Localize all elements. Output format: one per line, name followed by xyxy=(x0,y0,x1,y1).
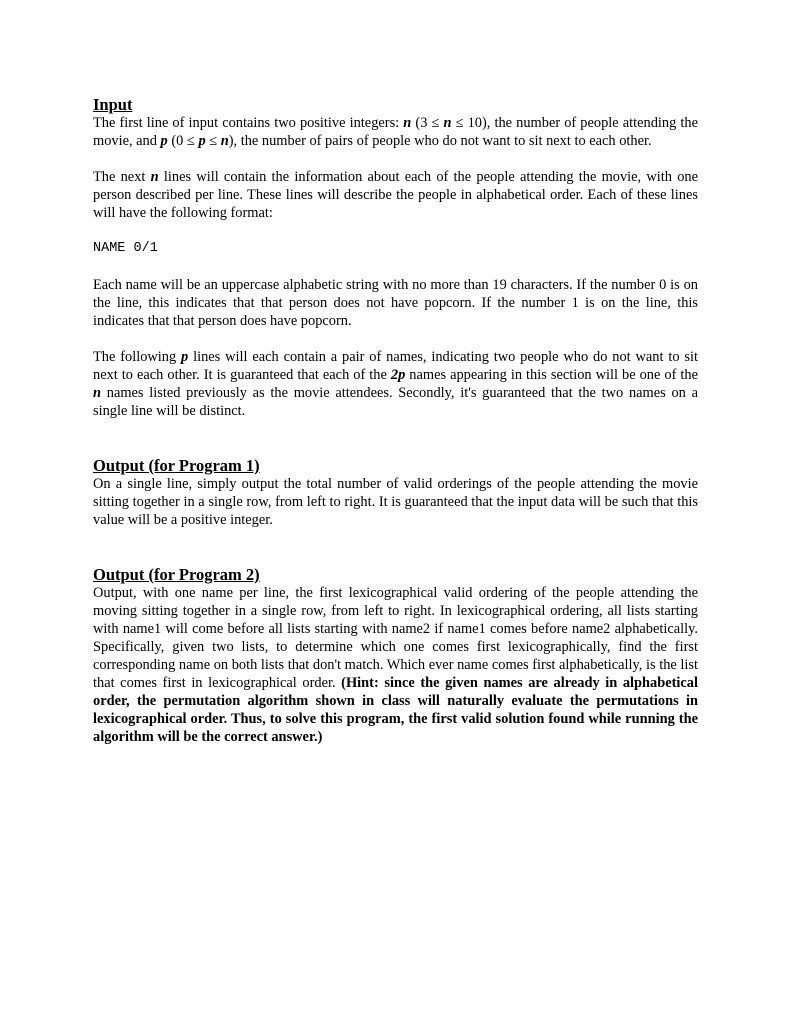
input-paragraph-4: The following p lines will each contain a pair of names, indicating two people who do not want to sit next to each other. It is guaranteed that each of the 2p names appearing in this section will be one of the n names listed previously as the movie attendees. Secondly, it's guaranteed that the two names on a single line will be distinct. xyxy=(93,349,698,419)
output1-heading: Output (for Program 1) xyxy=(93,456,260,475)
output1-paragraph: On a single line, simply output the total number of valid orderings of the people attending the movie sitting together in a single row, from left to right. It is guaranteed that the input data will be such that this value will be a positive integer. xyxy=(93,476,698,528)
output2-heading: Output (for Program 2) xyxy=(93,565,260,584)
input-paragraph-3: Each name will be an uppercase alphabetic string with no more than 19 characters. If the number 0 is on the line, this indicates that that person does not have popcorn. If the number 1 is on the line, this indicates that that person does have popcorn. xyxy=(93,277,698,329)
input-heading: Input xyxy=(93,95,133,114)
input-paragraph-2: The next n lines will contain the information about each of the people attending the movie, with one person described per line. These lines will describe the people in alphabetical order. Each of these lines will have the following format: xyxy=(93,169,698,221)
input-format-line: NAME 0/1 xyxy=(93,241,158,256)
output2-paragraph: Output, with one name per line, the first lexicographical valid ordering of the people attending the moving sitting together in a single row, from left to right. In lexicographical ordering, all lists starting with name1 will come before all lists starting with name2 if name1 comes before name2 alphabetically. Specifically, given two lists, to determine which one comes first lexicographically, find the first corresponding name on both lists that don't match. Which ever name comes first alphabetically, is the list that comes first in lexicographical order. (Hint: since the given names are already in alphabetical order, the permutation algorithm shown in class will naturally evaluate the permutations in lexicographical order. Thus, to solve this program, the first valid solution found while running the algorithm will be the correct answer.) xyxy=(93,585,698,745)
hint-text: (Hint: since the given names are already in alphabetical order, the permutation algorithm shown in class will naturally evaluate the permutations in lexicographical order. Thus, to solve this program, the first valid solution found while running the algorithm will be the correct answer.) xyxy=(93,675,698,745)
document-page xyxy=(93,95,698,746)
input-paragraph-1: The first line of input contains two positive integers: n (3 ≤ n ≤ 10), the number of people attending the movie, and p (0 ≤ p ≤ n), the number of pairs of people who do not want to sit next to each other. xyxy=(93,115,698,149)
